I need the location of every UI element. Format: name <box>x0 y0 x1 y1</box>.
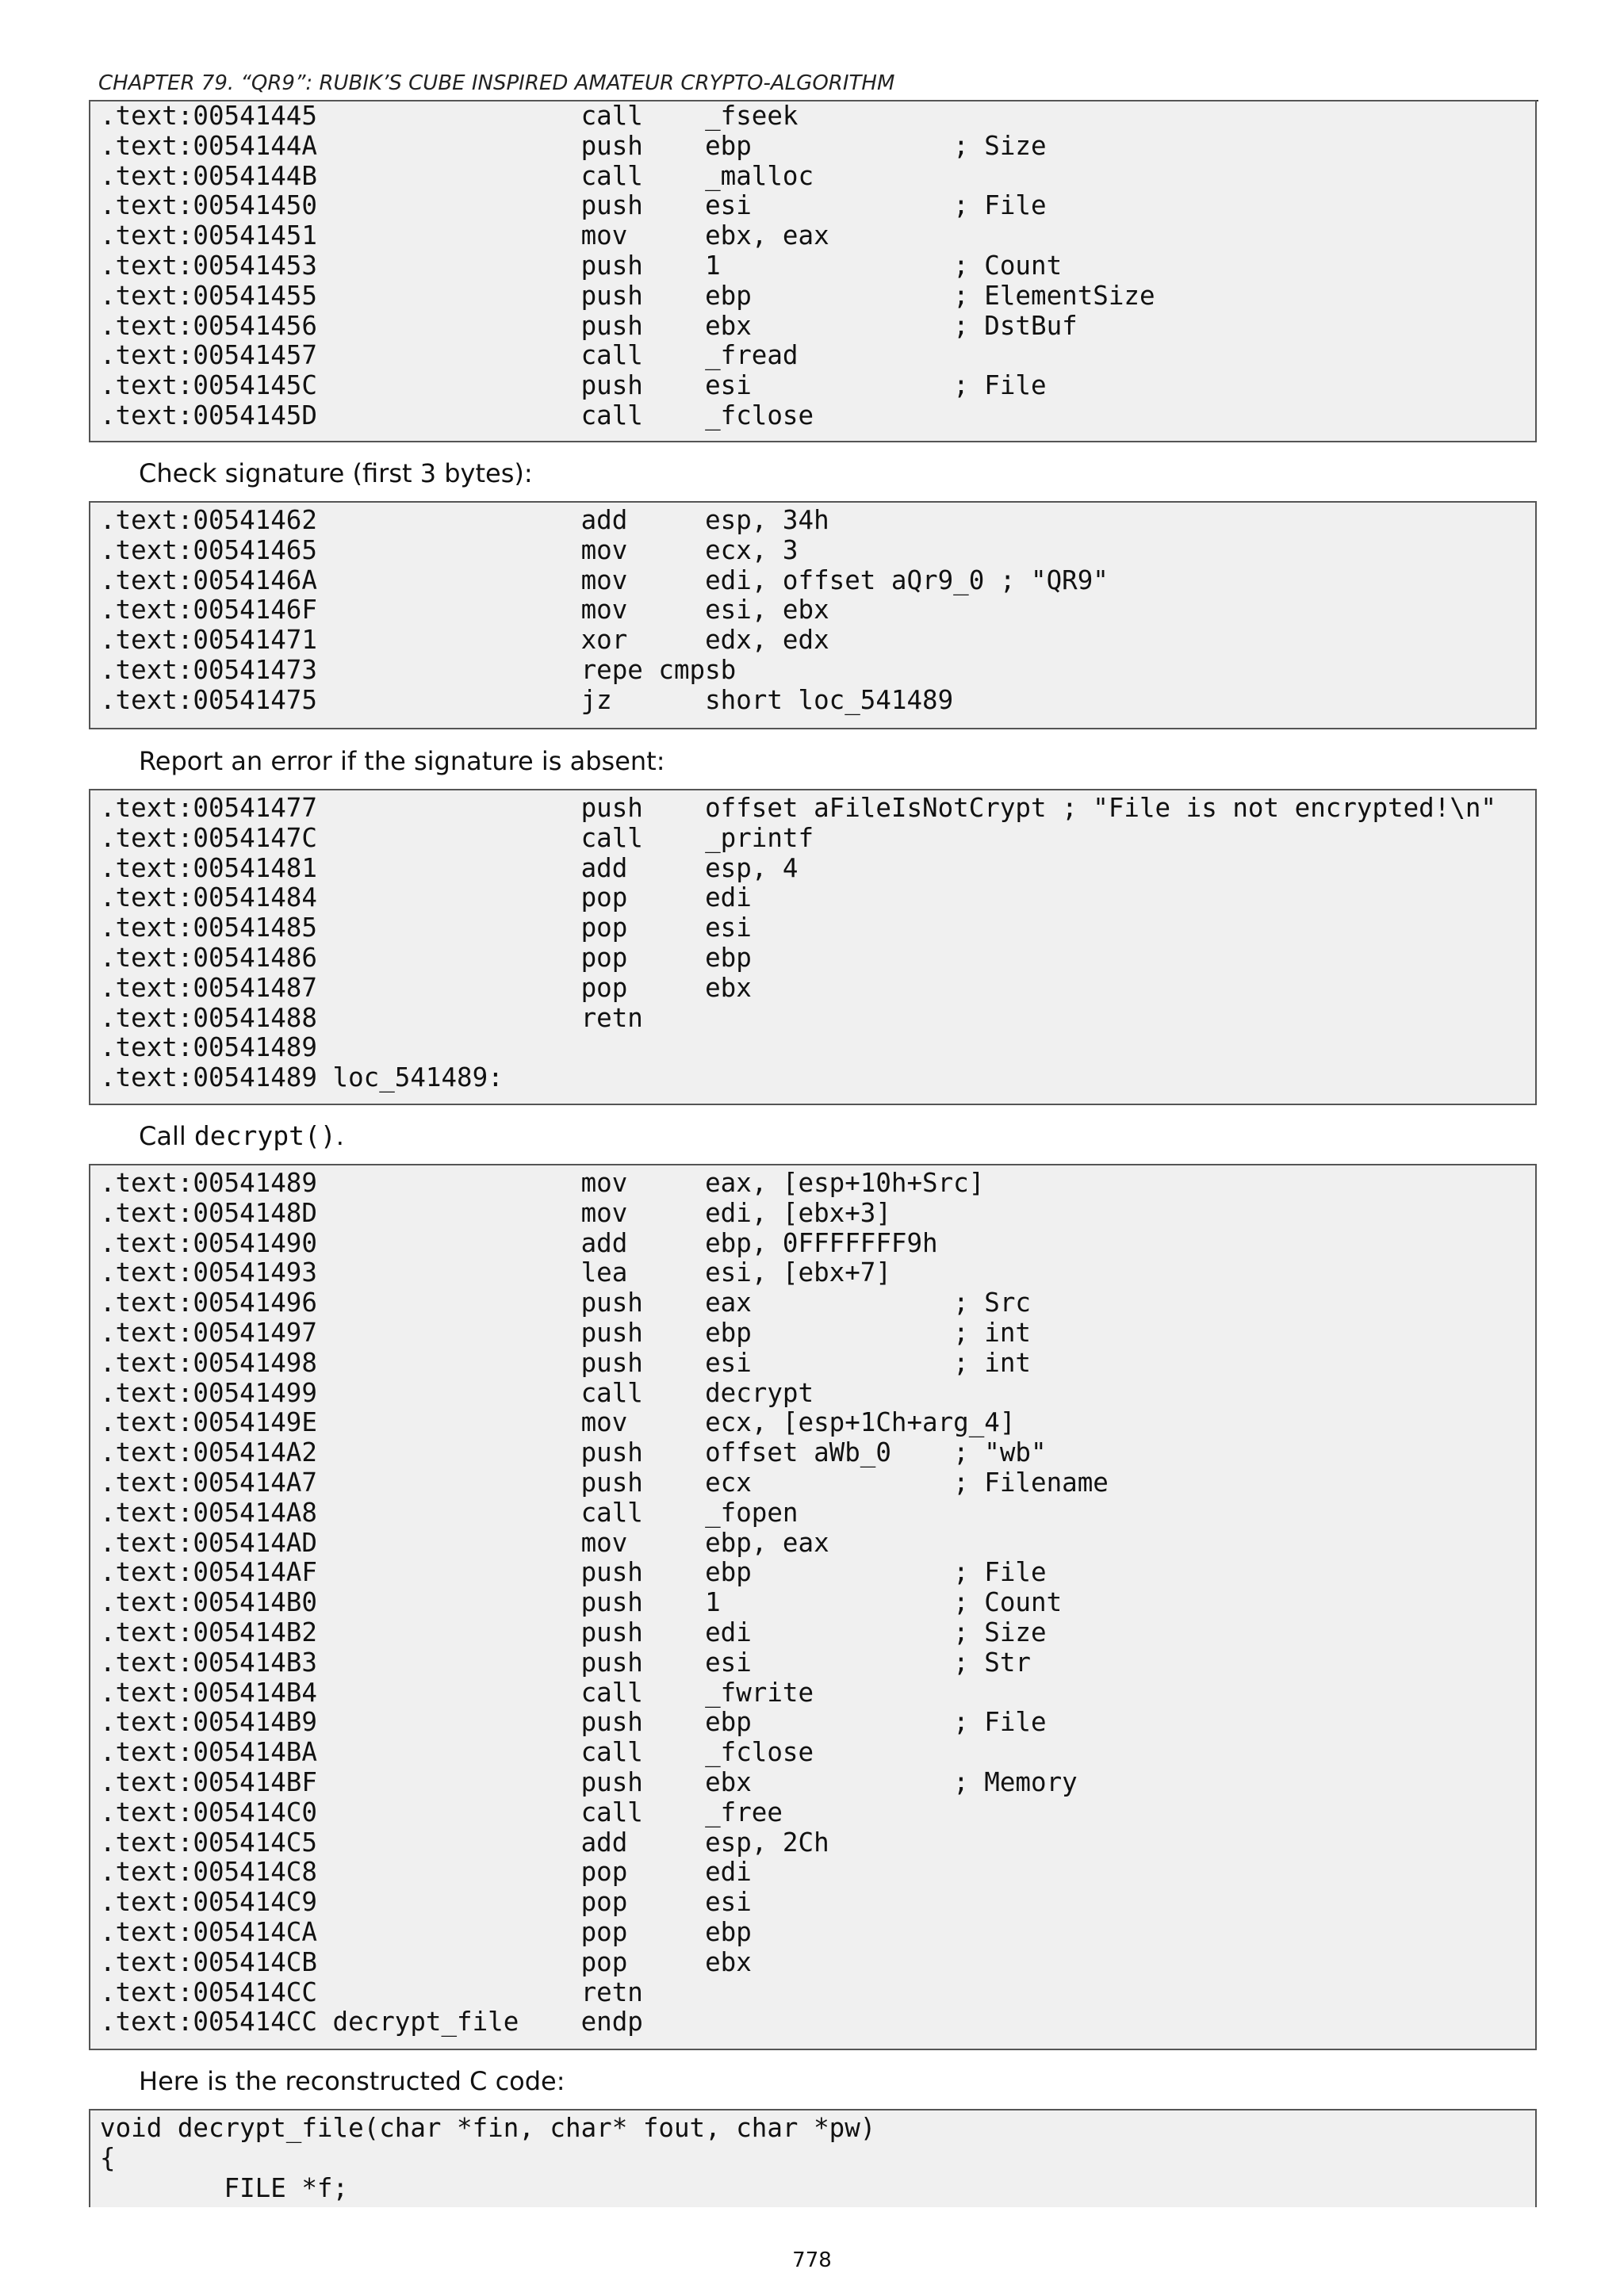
paragraph-check-signature: Check signature (first 3 bytes): <box>139 458 533 488</box>
code-line: .text:00541488 retn <box>100 1002 643 1033</box>
code-line: .text:005414A2 push offset aWb_0 ; "wb" <box>100 1437 1047 1468</box>
code-line: .text:005414CC retn <box>100 1976 643 2007</box>
paragraph-reconstructed-c: Here is the reconstructed C code: <box>139 2066 565 2096</box>
code-line: .text:005414C5 add esp, 2Ch <box>100 1827 829 1858</box>
chapter-header: CHAPTER 79. “QR9”: RUBIK’S CUBE INSPIRED AMATEUR CRYPTO-ALGORITHM <box>98 68 1538 101</box>
code-line: .text:005414A7 push ecx ; Filename <box>100 1467 1109 1498</box>
code-line: .text:00541484 pop edi <box>100 882 752 913</box>
code-line: .text:00541489 mov eax, [esp+10h+Src] <box>100 1168 985 1198</box>
code-line: .text:00541477 push offset aFileIsNotCrypt ; "File is not encrypted!\n" <box>100 793 1496 823</box>
code-line: .text:00541455 push ebp ; ElementSize <box>100 280 1155 311</box>
code-line: .text:005414C8 pop edi <box>100 1857 752 1888</box>
code-line: .text:00541485 pop esi <box>100 913 752 943</box>
page-number: 778 <box>792 2248 832 2272</box>
code-line: .text:00541489 <box>100 1032 317 1063</box>
code-line: FILE *f; <box>100 2172 349 2203</box>
code-line: .text:0054146A mov edi, offset aQr9_0 ; "QR9" <box>100 564 1109 595</box>
code-line: .text:0054145C push esi ; File <box>100 370 1047 401</box>
code-line: .text:00541481 add esp, 4 <box>100 852 799 883</box>
code-line: .text:005414C9 pop esi <box>100 1887 752 1918</box>
code-line: .text:005414B4 call _fwrite <box>100 1677 814 1708</box>
code-line: .text:00541497 push ebp ; int <box>100 1317 1031 1348</box>
code-line: .text:0054144B call _malloc <box>100 160 814 191</box>
code-line: .text:005414AD mov ebp, eax <box>100 1527 829 1558</box>
code-block-1 <box>89 100 1537 442</box>
code-line: .text:005414B3 push esi ; Str <box>100 1647 1031 1678</box>
code-line: .text:00541465 mov ecx, 3 <box>100 534 799 565</box>
code-line: .text:0054146F mov esi, ebx <box>100 595 829 626</box>
code-line: .text:005414C0 call _free <box>100 1797 783 1827</box>
code-line: .text:005414A8 call _fopen <box>100 1497 799 1528</box>
inline-code-decrypt: decrypt() <box>193 1120 336 1151</box>
code-line: .text:00541462 add esp, 34h <box>100 505 829 535</box>
code-line: .text:005414BA call _fclose <box>100 1737 814 1768</box>
code-line: .text:005414CC decrypt_file endp <box>100 2007 643 2038</box>
code-line: .text:00541456 push ebx ; DstBuf <box>100 310 1078 341</box>
code-line: .text:00541457 call _fread <box>100 340 799 371</box>
code-line: .text:00541496 push eax ; Src <box>100 1288 1031 1318</box>
code-line: .text:005414CB pop ebx <box>100 1946 752 1977</box>
code-line: .text:00541498 push esi ; int <box>100 1347 1031 1378</box>
code-block-5 <box>89 2109 1537 2207</box>
code-line: .text:00541451 mov ebx, eax <box>100 220 829 251</box>
paragraph-call-suffix: . <box>335 1121 344 1151</box>
code-line: .text:00541473 repe cmpsb <box>100 654 737 685</box>
code-line: .text:00541499 call decrypt <box>100 1377 814 1408</box>
code-line: .text:005414B2 push edi ; Size <box>100 1617 1047 1647</box>
paragraph-call-decrypt <box>139 1120 344 1152</box>
code-line: .text:00541471 xor edx, edx <box>100 625 829 656</box>
code-block-4 <box>89 1164 1537 2050</box>
code-line: .text:00541493 lea esi, [ebx+7] <box>100 1257 891 1288</box>
paragraph-call-prefix: Call <box>139 1121 194 1151</box>
code-line: .text:00541453 push 1 ; Count <box>100 250 1063 281</box>
code-line: .text:005414B0 push 1 ; Count <box>100 1587 1063 1618</box>
code-line: .text:005414AF push ebp ; File <box>100 1557 1047 1588</box>
code-line: .text:005414BF push ebx ; Memory <box>100 1766 1078 1797</box>
code-line: .text:0054148D mov edi, [ebx+3] <box>100 1197 891 1228</box>
code-line: .text:0054145D call _fclose <box>100 400 814 430</box>
code-line: .text:00541450 push esi ; File <box>100 190 1047 221</box>
code-line: { <box>100 2142 116 2173</box>
code-line: .text:00541445 call _fseek <box>100 101 799 131</box>
code-line: .text:00541490 add ebp, 0FFFFFFF9h <box>100 1227 938 1258</box>
paragraph-report-error: Report an error if the signature is absent: <box>139 746 665 776</box>
code-block-3 <box>89 789 1537 1105</box>
code-line: .text:00541487 pop ebx <box>100 972 752 1003</box>
code-block-2 <box>89 501 1537 729</box>
code-line: .text:00541475 jz short loc_541489 <box>100 684 954 715</box>
code-line: .text:0054149E mov ecx, [esp+1Ch+arg_4] <box>100 1407 1016 1438</box>
code-line: .text:0054144A push ebp ; Size <box>100 130 1047 161</box>
code-line: .text:005414B9 push ebp ; File <box>100 1707 1047 1738</box>
code-line: void decrypt_file(char *fin, char* fout, char *pw) <box>100 2113 876 2143</box>
code-line: .text:005414CA pop ebp <box>100 1916 752 1947</box>
code-line: .text:00541486 pop ebp <box>100 942 752 973</box>
code-line: .text:0054147C call _printf <box>100 822 814 853</box>
code-line: .text:00541489 loc_541489: <box>100 1062 504 1093</box>
